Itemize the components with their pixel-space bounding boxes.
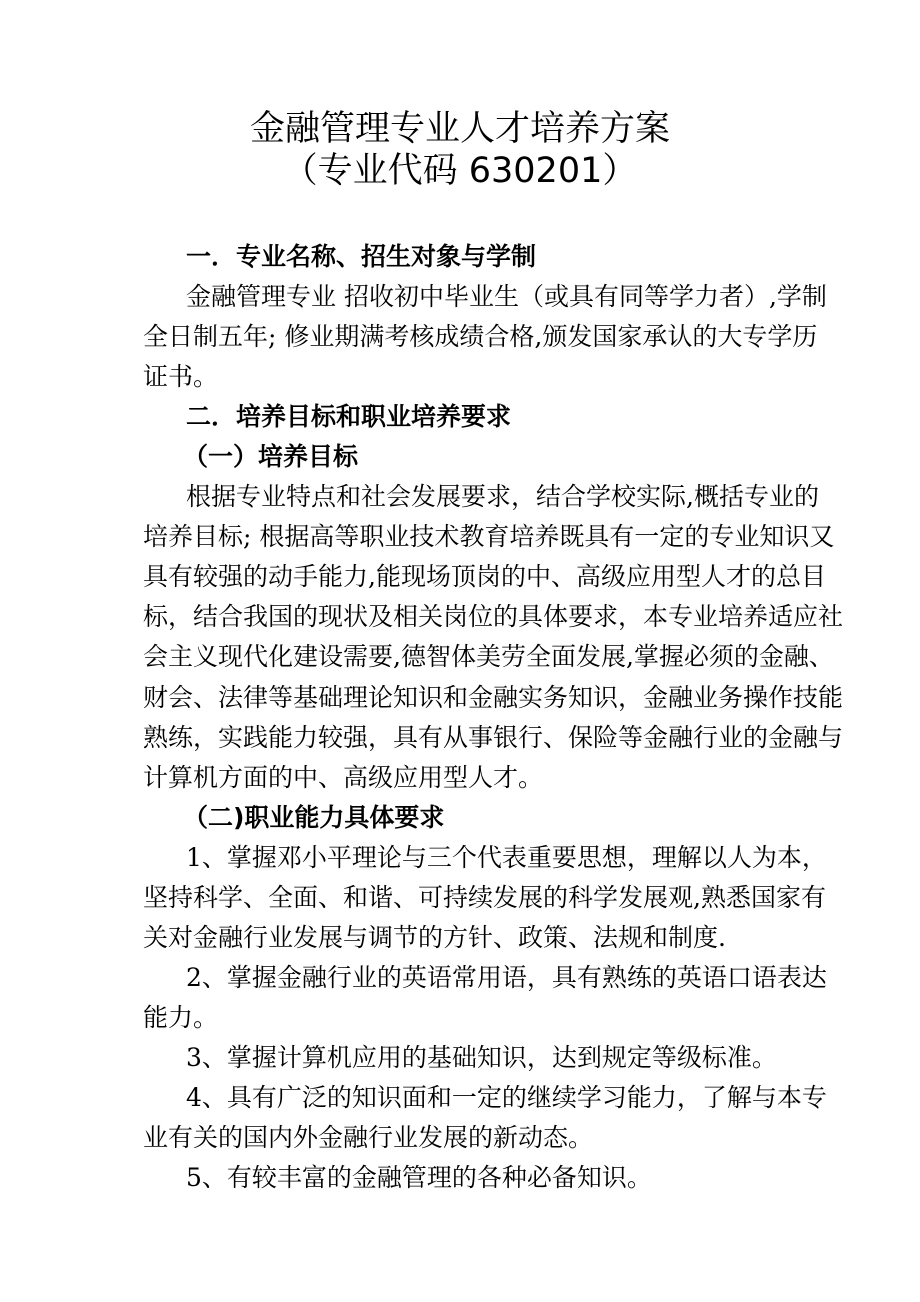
section-heading: [143, 437, 783, 477]
paragraph-line: 3、掌握计算机应用的基础知识，达到规定等级标准。: [186, 1042, 777, 1072]
paragraph-line: 财会、法律等基础理论知识和金融实务知识，金融业务操作技能: [143, 682, 844, 712]
paragraph: [143, 477, 844, 797]
heading-text: 二．培养目标和职业培养要求: [186, 402, 512, 432]
paragraph-line: 1、掌握邓小平理论与三个代表重要思想，理解以人为本，: [186, 842, 827, 872]
paragraph-line: 2、掌握金融行业的英语常用语，具有熟练的英语口语表达: [186, 962, 827, 992]
paragraph-line: 证书。: [143, 362, 219, 392]
section-heading: [143, 397, 783, 437]
paragraph-line: 标，结合我国的现状及相关岗位的具体要求，本专业培养适应社: [143, 602, 844, 632]
paragraph-line: 金融管理专业 招收初中毕业生（或具有同等学力者）,学制: [186, 282, 827, 312]
heading-text: （一）培养目标: [183, 442, 359, 472]
paragraph-line: 具有较强的动手能力,能现场顶岗的中、高级应用型人才的总目: [143, 562, 826, 592]
paragraph-line: 培养目标; 根据高等职业技术教育培养既具有一定的专业知识又: [143, 522, 835, 552]
paragraph-line: 业有关的国内外金融行业发展的新动态。: [143, 1123, 594, 1153]
paragraph: [143, 838, 827, 958]
paragraph-line: 能力。: [143, 1002, 219, 1032]
paragraph-line: 会主义现代化建设需要,德智体美劳全面发展,掌握必须的金融、: [143, 642, 834, 672]
paragraph-line: 坚持科学、全面、和谐、可持续发展的科学发展观,熟悉国家有: [143, 882, 826, 912]
paragraph: [143, 277, 827, 397]
paragraph-line: 根据专业特点和社会发展要求，结合学校实际,概括专业的: [186, 482, 819, 512]
paragraph-line: 4、具有广泛的知识面和一定的继续学习能力，了解与本专: [186, 1082, 827, 1112]
paragraph: [143, 1158, 783, 1198]
paragraph-line: 熟练，实践能力较强，具有从事银行、保险等金融行业的金融与: [143, 722, 844, 752]
paragraph: [143, 1038, 783, 1078]
document-subtitle: （专业代码 630201）: [282, 151, 638, 191]
document-body: [143, 237, 844, 1198]
paragraph-line: 5、有较丰富的金融管理的各种必备知识。: [186, 1163, 652, 1193]
paragraph-line: 关对金融行业发展与调节的方针、政策、法规和制度.: [143, 922, 726, 952]
heading-text: 一．专业名称、招生对象与学制: [186, 242, 537, 271]
paragraph: [143, 958, 827, 1038]
section-heading: [143, 798, 783, 838]
paragraph-line: 计算机方面的中、高级应用型人才。: [143, 762, 544, 792]
heading-text: （二)职业能力具体要求: [183, 802, 445, 832]
section-heading: [143, 237, 783, 277]
paragraph-line: 全日制五年; 修业期满考核成绩合格,颁发国家承认的大专学历: [143, 322, 818, 352]
document-title: 金融管理专业人才培养方案: [249, 109, 670, 149]
paragraph: [143, 1078, 827, 1158]
